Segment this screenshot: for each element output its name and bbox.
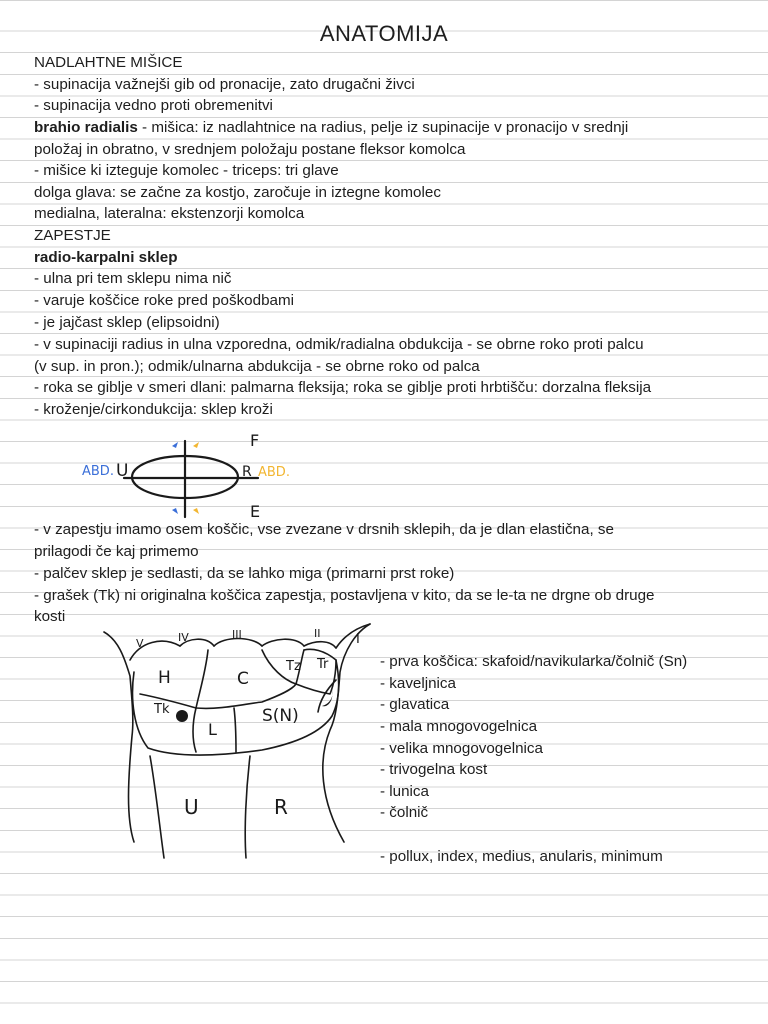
bone-list-item: - čolnič	[380, 804, 429, 821]
text-line: - ulna pri tem sklepu nima nič	[34, 270, 232, 287]
text-line: - palčev sklep je sedlasti, da se lahko miga (primarni prst roke)	[34, 565, 455, 582]
ulna-outline	[104, 632, 134, 842]
abd-right-label: ABD.	[258, 465, 290, 480]
text-line: položaj in obratno, v srednjem položaju postane fleksor komolca	[34, 141, 466, 158]
bone-list-item: - prva koščica: skafoid/navikularka/čolnič (Sn)	[380, 653, 688, 670]
text-line: ZAPESTJE	[34, 227, 111, 244]
bone-list-item: - trivogelna kost	[380, 761, 488, 778]
bone-list-item: - lunica	[380, 783, 429, 800]
label-e: E	[250, 502, 261, 521]
bone-label-tz: Tz	[286, 659, 301, 674]
label-f: F	[250, 431, 260, 450]
text-line: - varuje koščice roke pred poškodbami	[34, 292, 294, 309]
text-line: kosti	[34, 608, 66, 625]
pisiform-dot-icon	[176, 710, 188, 722]
bone-list-item: - kaveljnica	[380, 675, 456, 692]
bone-list-item: - mala mnogovogelnica	[380, 718, 538, 735]
bone-label-l: L	[208, 720, 217, 739]
finger-label-ii: II	[314, 627, 321, 640]
finger-label-v: V	[136, 637, 144, 650]
bold-term: brahio radialis	[34, 119, 138, 136]
bone-label-u: U	[184, 795, 199, 819]
abd-left-label: ABD.	[82, 464, 114, 479]
text-line: medialna, lateralna: ekstenzorji komolca	[34, 205, 305, 222]
text-line: - supinacija važnejši gib od pronacije, zato drugačni živci	[34, 76, 415, 93]
label-r: R	[242, 464, 252, 480]
bold-term: radio-karpalni sklep	[34, 249, 178, 266]
text-line: prilagodi če kaj primemo	[34, 543, 199, 560]
bone-label-c: C	[237, 669, 249, 689]
bone-label-s: S(N)	[262, 706, 299, 726]
finger-label-iv: IV	[178, 631, 189, 644]
text-line: (v sup. in pron.); odmik/ulnarna abdukcija - se obrne roko od palca	[34, 358, 480, 375]
text-span: - mišica: iz nadlahtnice na radius, pelje iz supinacije v pronacijo v srednji	[137, 119, 629, 136]
text-line: - v zapestju imamo osem koščic, vse zvezane v drsnih sklepih, da je dlan elastična, se	[34, 521, 614, 538]
text-line: - kroženje/cirkondukcija: sklep kroži	[34, 401, 273, 418]
bone-label-r: R	[274, 795, 288, 819]
bone-label-tr: Tr	[317, 657, 329, 672]
label-u: U	[116, 461, 129, 481]
text-line: - grašek (Tk) ni originalna koščica zapestja, postavljena v kito, da se le-ta ne drgne ob druge	[34, 587, 655, 604]
text-line: - v supinaciji radius in ulna vzporedna, odmik/radialna obdukcija - se obrne roko proti palcu	[34, 336, 644, 353]
bone-list-item: - pollux, index, medius, anularis, minimum	[380, 848, 663, 865]
bone-list-item: - glavatica	[380, 696, 450, 713]
radius-outline	[323, 624, 370, 842]
bone-label-tk: Tk	[154, 702, 170, 717]
finger-label-i: I	[356, 632, 360, 647]
text-line: NADLAHTNE MIŠICE	[34, 54, 183, 71]
bone-label-h: H	[158, 668, 171, 688]
text-line: - mišice ki izteguje komolec - triceps: tri glave	[34, 162, 339, 179]
text-line: dolga glava: se začne za kostjo, zaročuje in iztegne komolec	[34, 184, 441, 201]
finger-label-iii: III	[232, 628, 242, 641]
text-line: - supinacija vedno proti obremenitvi	[34, 97, 273, 114]
page-title: ANATOMIJA	[319, 21, 449, 46]
text-line: - je jajčast sklep (elipsoidni)	[34, 314, 220, 331]
text-line: - roka se giblje v smeri dlani: palmarna fleksija; roka se giblje proti hrbtišču: dorzalna fleksija	[34, 379, 652, 396]
bone-list-item: - velika mnogovogelnica	[380, 740, 543, 757]
